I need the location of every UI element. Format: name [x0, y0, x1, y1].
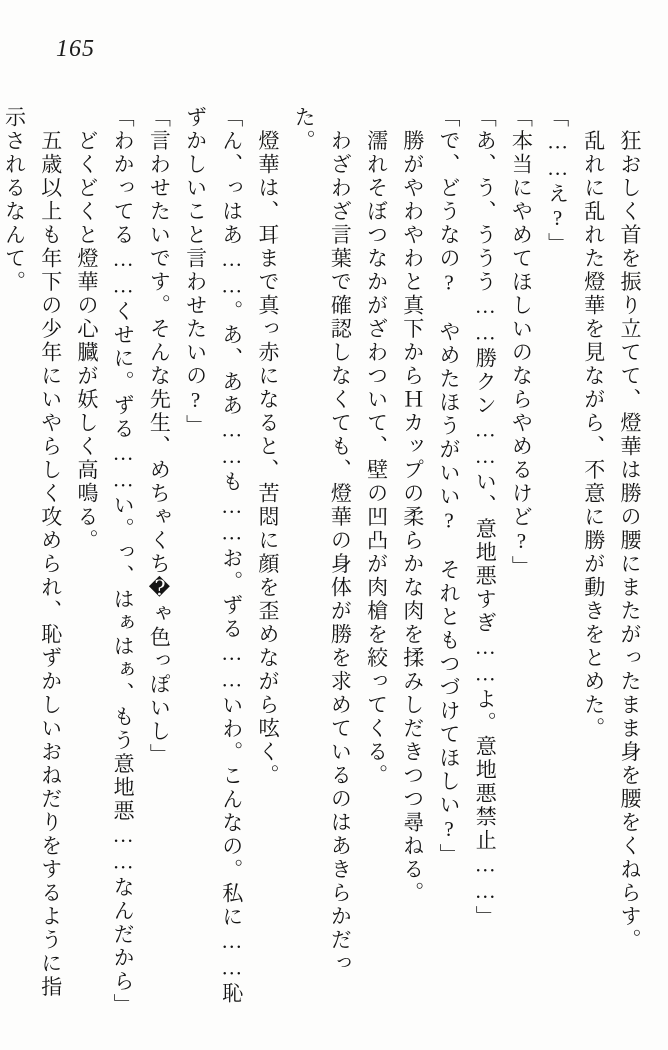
paragraph-line: 濡れそぼつなかがざわついて、壁の凹凸が肉槍を絞ってくる。: [364, 106, 389, 788]
paragraph-line: わざわざ言葉で確認しなくても、燈華の身体が勝を求めているのはあきらかだった。: [292, 106, 353, 976]
paragraph-line: 乱れに乱れた燈華を見ながら、不意に勝が動きをとめた。: [581, 106, 606, 741]
paragraph-line: 勝がやわやわと真下からＨカップの柔らかな肉を揉みしだきつつ尋ねる。: [400, 106, 425, 905]
dialogue-line: 「あ、う、ううう……勝クン……い、意地悪すぎ……よ。意地悪禁止……」: [473, 106, 498, 929]
paragraph-line: 狂おしく首を振り立てて、燈華は勝の腰にまたがったまま身を腰をくねらす。: [618, 106, 642, 952]
paragraph-line: 燈華は、耳まで真っ赤になると、苦悶に顔を歪めながら呟く。: [255, 106, 280, 788]
paragraph-line: どくどくと燈華の心臓が妖しく高鳴る。: [74, 106, 99, 553]
dialogue-line: 「本当にやめてほしいのならやめるけど?」: [509, 106, 534, 579]
dialogue-line: 「言わせたいです。そんな先生、めちゃくち�ゃ色っぽいし」: [147, 106, 172, 767]
paragraph-line: 五歳以上も年下の少年にいやらしく攻められ、恥ずかしいおねだりをするように指示されるなんて。: [2, 106, 63, 999]
dialogue-line: 「で、どうなの? やめたほうがいい? それともつづけてほしい?」: [436, 106, 461, 867]
dialogue-line: 「ん、っはあ……。あ、ああ……も……お。ずる……いわ。こんなの。私に……恥ずかしいこと言わせたいの?」: [183, 106, 244, 1006]
dialogue-line: 「わかってる……くせに。ずる……い。っ、はぁはぁ、もう意地悪……なんだから」: [111, 106, 136, 1017]
page-number: 165: [56, 36, 95, 62]
dialogue-line: 「……え?」: [545, 106, 570, 256]
vertical-text-block: [2, 106, 648, 1017]
